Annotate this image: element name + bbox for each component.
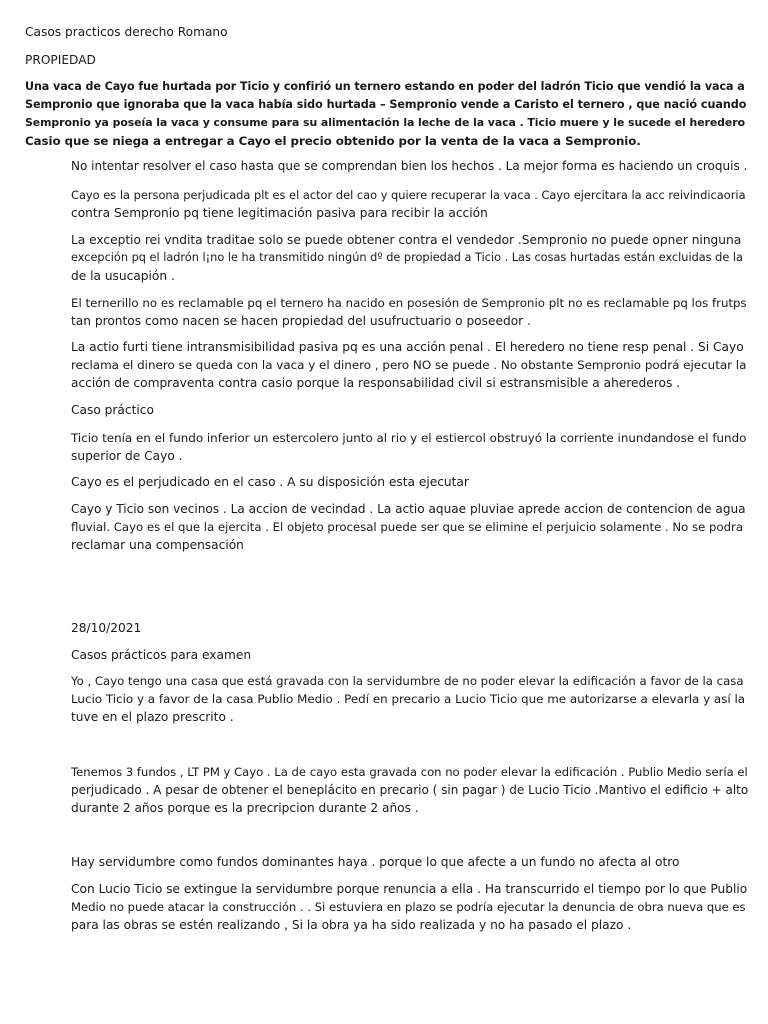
exam-line: tuve en el plazo prescrito . xyxy=(71,710,234,724)
note-line: tan prontos como nacen se hacen propiedad del usufructuario o poseedor . xyxy=(71,314,531,328)
note-line: acción de compraventa contra casio porque la responsabilidad civil si estransmisible a aherederos . xyxy=(71,376,681,390)
case2-line: reclamar una compensación xyxy=(71,538,244,552)
case2-line: Ticio tenía en el fundo inferior un estercolero junto al rio y el estiercol obstruyó la corriente inundandose el fundo xyxy=(71,431,747,445)
case-statement-line: Sempronio que ignoraba que la vaca había sido hurtada – Sempronio vende a Caristo el ternero , que nació cuando xyxy=(25,98,747,111)
case2-title: Caso práctico xyxy=(71,403,154,417)
exam-line: durante 2 años porque es la precripcion durante 2 años . xyxy=(71,801,419,815)
case2-line: superior de Cayo . xyxy=(71,449,183,463)
note-line: La actio furti tiene intransmisibilidad pasiva pq es una acción penal . El heredero no tiene resp penal . Si Cayo xyxy=(71,340,744,354)
case-statement-line: Una vaca de Cayo fue hurtada por Ticio y confirió un ternero estando en poder del ladrón Ticio que vendió la vaca a xyxy=(25,80,745,93)
note-line: reclama el dinero se queda con la vaca y el dinero , pero NO se puede . No obstante Sempronio podrá ejecutar la xyxy=(71,358,747,372)
exam-line: perjudicado . A pesar de obtener el beneplácito en precario ( sin pagar ) de Lucio Ticio .Mantivo el edificio + alto xyxy=(71,783,749,797)
note-line: El ternerillo no es reclamable pq el ternero ha nacido en posesión de Sempronio plt no es reclamable pq los frutps xyxy=(71,296,747,310)
note-line: Cayo es la persona perjudicada plt es el actor del cao y quiere recuperar la vaca . Cayo ejercitara la acc reivindicaoria xyxy=(71,188,746,202)
exam-date: 28/10/2021 xyxy=(71,621,142,635)
exam-line: Tenemos 3 fundos , LT PM y Cayo . La de cayo esta gravada con no poder elevar la edificación . Publio Medio sería el xyxy=(71,765,748,779)
document-title: Casos practicos derecho Romano xyxy=(25,25,228,39)
exam-line: Lucio Ticio y a favor de la casa Publio Medio . Pedí en precario a Lucio Ticio que me autorizarse a elevarla y así la xyxy=(71,692,746,706)
exam-line: Yo , Cayo tengo una casa que está gravada con la servidumbre de no poder elevar la edificación a favor de la casa xyxy=(71,674,744,688)
note-line: contra Sempronio pq tiene legitimación pasiva para recibir la acción xyxy=(71,206,488,220)
exam-title: Casos prácticos para examen xyxy=(71,648,252,662)
case2-line: Cayo y Ticio son vecinos . La accion de vecindad . La actio aquae pluviae aprede accion de contencion de agua xyxy=(71,502,746,516)
case-statement-line: Sempronio ya poseía la vaca y consume para su alimentación la leche de la vaca . Ticio muere y le sucede el heredero xyxy=(25,116,746,129)
note-line: La exceptio rei vndita traditae solo se puede obtener contra el vendedor .Sempronio no puede opner ninguna xyxy=(71,233,742,247)
exam-line: Hay servidumbre como fundos dominantes haya . porque lo que afecte a un fundo no afecta al otro xyxy=(71,855,680,869)
exam-line: Con Lucio Ticio se extingue la servidumbre porque renuncia a ella . Ha transcurrido el tiempo por lo que Publio xyxy=(71,882,748,896)
exam-line: para las obras se estén realizando , Si la obra ya ha sido realizada y no ha pasado el plazo . xyxy=(71,918,632,932)
case2-line: fluvial. Cayo es el que la ejercita . El objeto procesal puede ser que se elimine el perjuicio solamente . No se podra xyxy=(71,520,743,534)
case-statement-line: Casio que se niega a entregar a Cayo el precio obtenido por la venta de la vaca a Sempronio. xyxy=(25,134,641,148)
case2-line: Cayo es el perjudicado en el caso . A su disposición esta ejecutar xyxy=(71,475,469,489)
exam-line: Medio no puede atacar la construcción . . Si estuviera en plazo se podría ejecutar la denuncia de obra nueva que es xyxy=(71,900,746,914)
section-heading: PROPIEDAD xyxy=(25,53,96,67)
note-line: excepción pq el ladrón l¡no le ha transmitido ningún dº de propiedad a Ticio . Las cosas hurtadas están excluidas de la xyxy=(71,251,743,264)
note-line: No intentar resolver el caso hasta que se comprendan bien los hechos . La mejor forma es haciendo un croquis . xyxy=(71,159,748,173)
note-line: de la usucapión . xyxy=(71,269,175,283)
